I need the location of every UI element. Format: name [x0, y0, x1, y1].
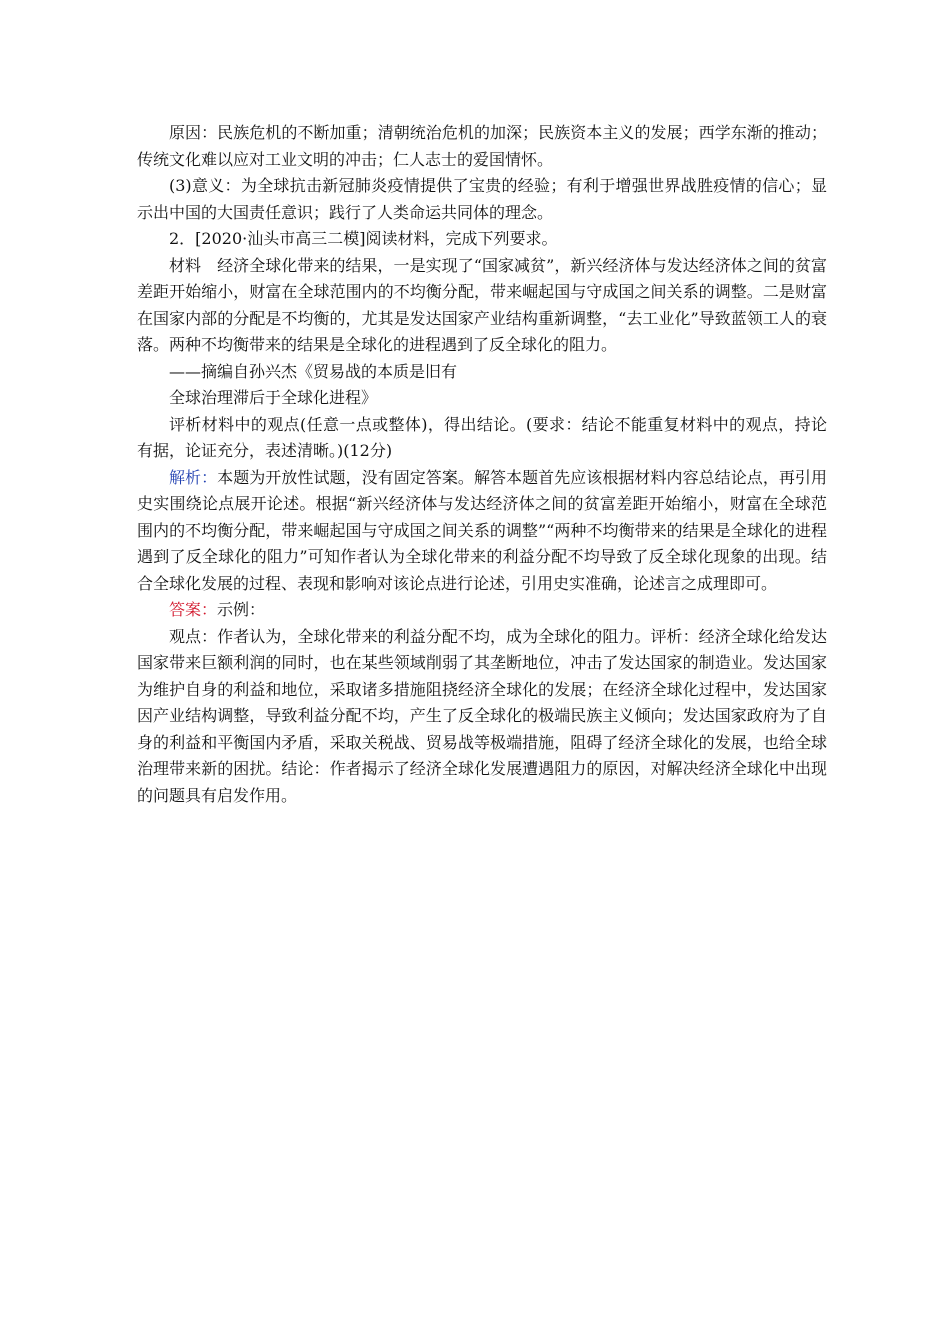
answer-label: 答案： [169, 600, 218, 619]
q2-source-line-1: ——摘编自孙兴杰《贸易战的本质是旧有 [169, 361, 458, 381]
q2-source-line-2: 全球治理滞后于全球化进程》 [169, 388, 378, 407]
q2-heading: 2．[2020·汕头市高三二模]阅读材料，完成下列要求。 [169, 229, 558, 248]
answer-text: 示例： [217, 600, 266, 619]
q2-material-paragraph: 材料 经济全球化带来的结果，一是实现了“国家减贫”，新兴经济体与发达经济体之间的贫富差距开始缩小，财富在全球范围内的不均衡分配，带来崛起国与守成国之间关系的调整。二是财富在国家内部的分配是不均衡的，尤其是发达国家产业结构重新调整，“去工业化”导致蓝领工人的衰落。两种不均衡带来的结果是全球化的进程遇到了反全球化的阻力。 [137, 255, 827, 354]
q1-reason-paragraph: 原因：民族危机的不断加重；清朝统治危机的加深；民族资本主义的发展；西学东渐的推动；传统文化难以应对工业文明的冲击；仁人志士的爱国情怀。 [137, 123, 827, 169]
q2-answer-line [137, 597, 827, 624]
document-page [137, 120, 827, 809]
q2-analysis-paragraph [137, 465, 827, 598]
q2-task-paragraph: 评析材料中的观点(任意一点或整体)，得出结论。(要求：结论不能重复材料中的观点，持论有据，论证充分，表述清晰。)(12分) [137, 414, 827, 460]
q2-answer-body: 观点：作者认为，全球化带来的利益分配不均，成为全球化的阻力。评析：经济全球化给发达国家带来巨额利润的同时，也在某些领域削弱了其垄断地位，冲击了发达国家的制造业。发达国家为维护自身的利益和地位，采取诸多措施阻挠经济全球化的发展；在经济全球化过程中，发达国家因产业结构调整，导致利益分配不均，产生了反全球化的极端民族主义倾向；发达国家政府为了自身的利益和平衡国内矛盾，采取关税战、贸易战等极端措施，阻碍了经济全球化的发展，也给全球治理带来新的困扰。结论：作者揭示了经济全球化发展遭遇阻力的原因，对解决经济全球化中出现的问题具有启发作用。 [137, 626, 827, 805]
analysis-text: 本题为开放性试题，没有固定答案。解答本题首先应该根据材料内容总结论点，再引用史实围绕论点展开论述。根据“新兴经济体与发达经济体之间的贫富差距开始缩小，财富在全球范围内的不均衡分配，带来崛起国与守成国之间关系的调整”“两种不均衡带来的结果是全球化的进程遇到了反全球化的阻力”可知作者认为全球化带来的利益分配不均导致了反全球化现象的出现。结合全球化发展的过程、表现和影响对该论点进行论述，引用史实准确，论述言之成理即可。 [137, 467, 827, 593]
q1-meaning-paragraph: (3)意义：为全球抗击新冠肺炎疫情提供了宝贵的经验；有利于增强世界战胜疫情的信心；显示出中国的大国责任意识；践行了人类命运共同体的理念。 [137, 176, 827, 222]
analysis-label: 解析： [169, 467, 218, 487]
